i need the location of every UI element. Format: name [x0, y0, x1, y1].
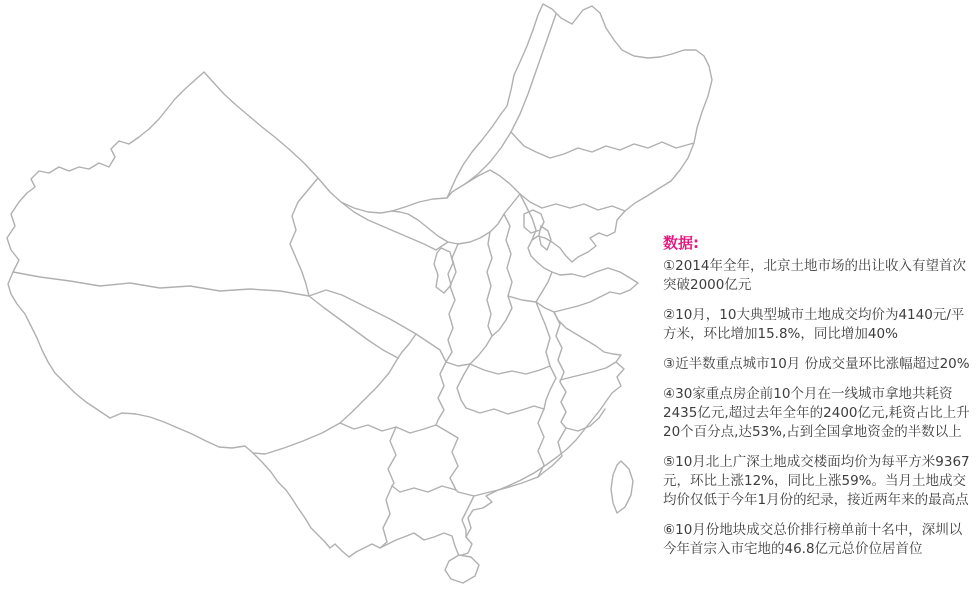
data-panel-title: 数据: [663, 234, 699, 252]
data-item-1: ①2014年全年，北京土地市场的出让收入有望首次突破2000亿元 [663, 258, 966, 293]
data-item-6: ⑥10月份地块成交总价排行榜单前十名中，深圳以今年首宗入市宅地的46.8亿元总价位居首位 [663, 522, 963, 557]
data-item-5: ⑤10月北上广深土地成交楼面均价为每平方米9367元，环比上涨12%，同比上涨59%。当月土地成交均价仅低于今年1月份的纪录，接近两年来的最高点 [663, 454, 970, 508]
taiwan-island [611, 461, 633, 513]
data-item-2: ②10月，10大典型城市土地成交均价为4140元/平方米，环比增加15.8%，同比增加40% [663, 307, 965, 342]
data-panel [663, 234, 975, 570]
hainan-island [445, 555, 479, 583]
mainland-outline [7, 4, 712, 557]
data-item-3: ③近半数重点城市10月 份成交量环比涨幅超过20% [663, 356, 970, 372]
data-item-4: ④30家重点房企前10个月在一线城市拿地共耗资2435亿元,超过去年全年的2400亿元,耗资占比上升20个百分点,达53%,占到全国拿地资金的半数以上 [663, 386, 970, 440]
